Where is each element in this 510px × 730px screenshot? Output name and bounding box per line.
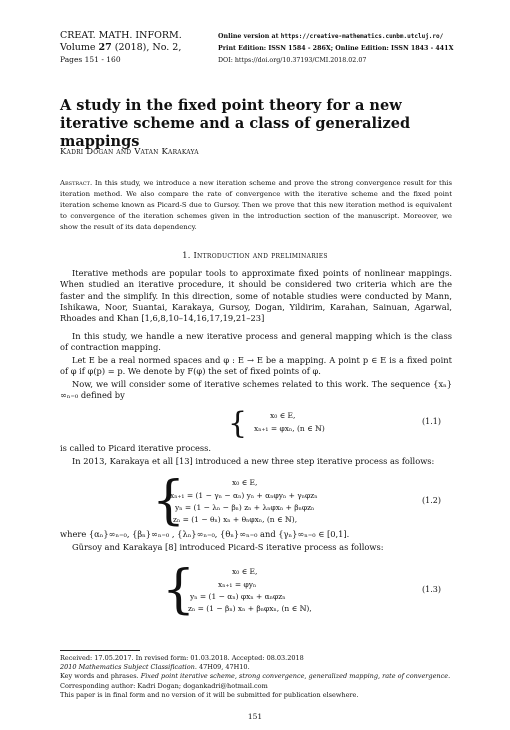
abstract xyxy=(60,178,452,233)
eq3-line-3: yₙ = (1 − αₙ) φxₙ + αₙφzₙ xyxy=(190,592,286,601)
doi[interactable]: DOI: https://doi.org/10.37193/CMI.2018.02.07 xyxy=(218,57,367,64)
equation-1-3 xyxy=(60,560,452,620)
eq3-line-2: xₙ₊₁ = φyₙ xyxy=(218,580,257,589)
final-form-note: This paper is in final form and no version of it will be submitted for publication elsewhere. xyxy=(60,690,359,699)
journal-info xyxy=(218,31,508,67)
authors: Kadri Dogan and Vatan Karakaya xyxy=(60,147,199,157)
eq3-line-1: x₀ ∈ E, xyxy=(232,567,258,576)
equation-1-1 xyxy=(60,406,452,441)
journal-volume: Volume 27 (2018), No. 2, xyxy=(60,42,182,53)
eq1-number: (1.1) xyxy=(422,417,441,426)
paragraph-3: Let E be a real normed spaces and φ : E → E be a mapping. A point p ∈ E is a fixed point of φ if φ(p) = p. We denote by F(φ) the set of fixed points of φ. xyxy=(60,355,452,377)
eq2-line-1: x₀ ∈ E, xyxy=(232,478,258,487)
journal-pages: Pages 151 - 160 xyxy=(60,55,121,64)
section-title: 1. Introduction and preliminaries xyxy=(182,250,328,260)
paragraph-8: Gürsoy and Karakaya [8] introduced Picard-S iterative process as follows: xyxy=(72,542,384,552)
paragraph-6: In 2013, Karakaya et all [13] introduced a new three step iterative process as follows: xyxy=(72,456,435,466)
paper-title: A study in the fixed point theory for a new iterative scheme and a class of generalized mappings xyxy=(60,97,411,150)
eq2-line-4: zₙ = (1 − θₙ) xₙ + θₙφxₙ, (n ∈ ℕ), xyxy=(173,515,298,524)
left-brace: { xyxy=(152,471,186,531)
eq3-line-4: zₙ = (1 − βₙ) xₙ + βₙφxₙ, (n ∈ ℕ), xyxy=(188,604,312,613)
page-number: 151 xyxy=(247,712,263,721)
eq2-number: (1.2) xyxy=(422,496,441,505)
eq1-line-2: xₙ₊₁ = φxₙ, (n ∈ ℕ) xyxy=(254,424,325,433)
left-brace: { xyxy=(228,406,248,441)
eq1-line-1: x₀ ∈ E, xyxy=(270,411,296,420)
issn: Print Edition: ISSN 1584 - 286X; Online Edition: ISSN 1843 - 441X xyxy=(218,45,454,52)
footnote-divider xyxy=(60,650,140,651)
footnotes xyxy=(60,654,460,700)
journal-name: CREAT. MATH. INFORM. xyxy=(60,30,182,41)
paragraph-1: Iterative methods are popular tools to approximate fixed points of nonlinear mappings. When studied an iterative procedure, it should be considered two criteria which are the faster and the simplify. In this direction, some of notable studies were conducted by Mann, Ishikawa, Noor, Suantai, Karakaya, Gursoy, Dogan, Yildirim, Karahan, Sainuan, Agarwal, Rhoades and Khan [1,6,8,10–14,16,17,19,21–23] xyxy=(60,268,452,324)
abstract-text: In this study, we introduce a new iteration scheme and prove the strong convergence result for this iteration method. We also compare the rate of convergence with the iterative scheme and the fixed point iteration scheme known as Picard-S due to Gursoy. Then we prove that this new iteration method is equivalent to convergence of the iteration schemes given in the introduction section of the manuscript. Moreover, we show the result of its data dependency. xyxy=(60,179,452,231)
corresponding-author: Corresponding author: Kadri Dogan; dogankadri@hotmail.com xyxy=(60,681,268,690)
received-dates: Received: 17.05.2017. In revised form: 01.03.2018. Accepted: 08.03.2018 xyxy=(60,654,304,662)
online-version: Online version at https://creative-mathematics.cunbm.utcluj.ro/ xyxy=(218,33,444,40)
paragraph-2: In this study, we handle a new iterative process and general mapping which is the class of contraction mapping. xyxy=(60,331,452,353)
eq2-line-3: yₙ = (1 − λₙ − βₙ) zₙ + λₙφxₙ + βₙφzₙ xyxy=(175,503,315,512)
abstract-label: Abstract. xyxy=(60,179,93,187)
online-url[interactable]: https://creative-mathematics.cunbm.utcluj.ro/ xyxy=(280,33,444,40)
paragraph-5: is called to Picard iterative process. xyxy=(60,443,212,453)
left-brace: { xyxy=(162,560,196,620)
paragraph-4: Now, we will consider some of iterative schemes related to this work. The sequence {xₙ}∞ₙ₌₀ defined by xyxy=(60,379,452,401)
keywords: Key words and phrases. Fixed point iterative scheme, strong convergence, generalized mapping, rate of convergence. xyxy=(60,672,451,681)
msc-classification: 2010 Mathematics Subject Classification. 47H09, 47H10. xyxy=(60,663,250,672)
paragraph-7: where {αₙ}∞ₙ₌₀, {βₙ}∞ₙ₌₀ , {λₙ}∞ₙ₌₀, {θₙ}∞ₙ₌₀ and {γₙ}∞ₙ₌₀ ∈ [0,1]. xyxy=(60,529,350,539)
eq2-line-2: xₙ₊₁ = (1 − γₙ − αₙ) yₙ + αₙφyₙ + γₙφzₙ xyxy=(170,491,318,500)
journal-header xyxy=(60,30,182,66)
equation-1-2 xyxy=(60,471,452,531)
eq3-number: (1.3) xyxy=(422,585,441,594)
